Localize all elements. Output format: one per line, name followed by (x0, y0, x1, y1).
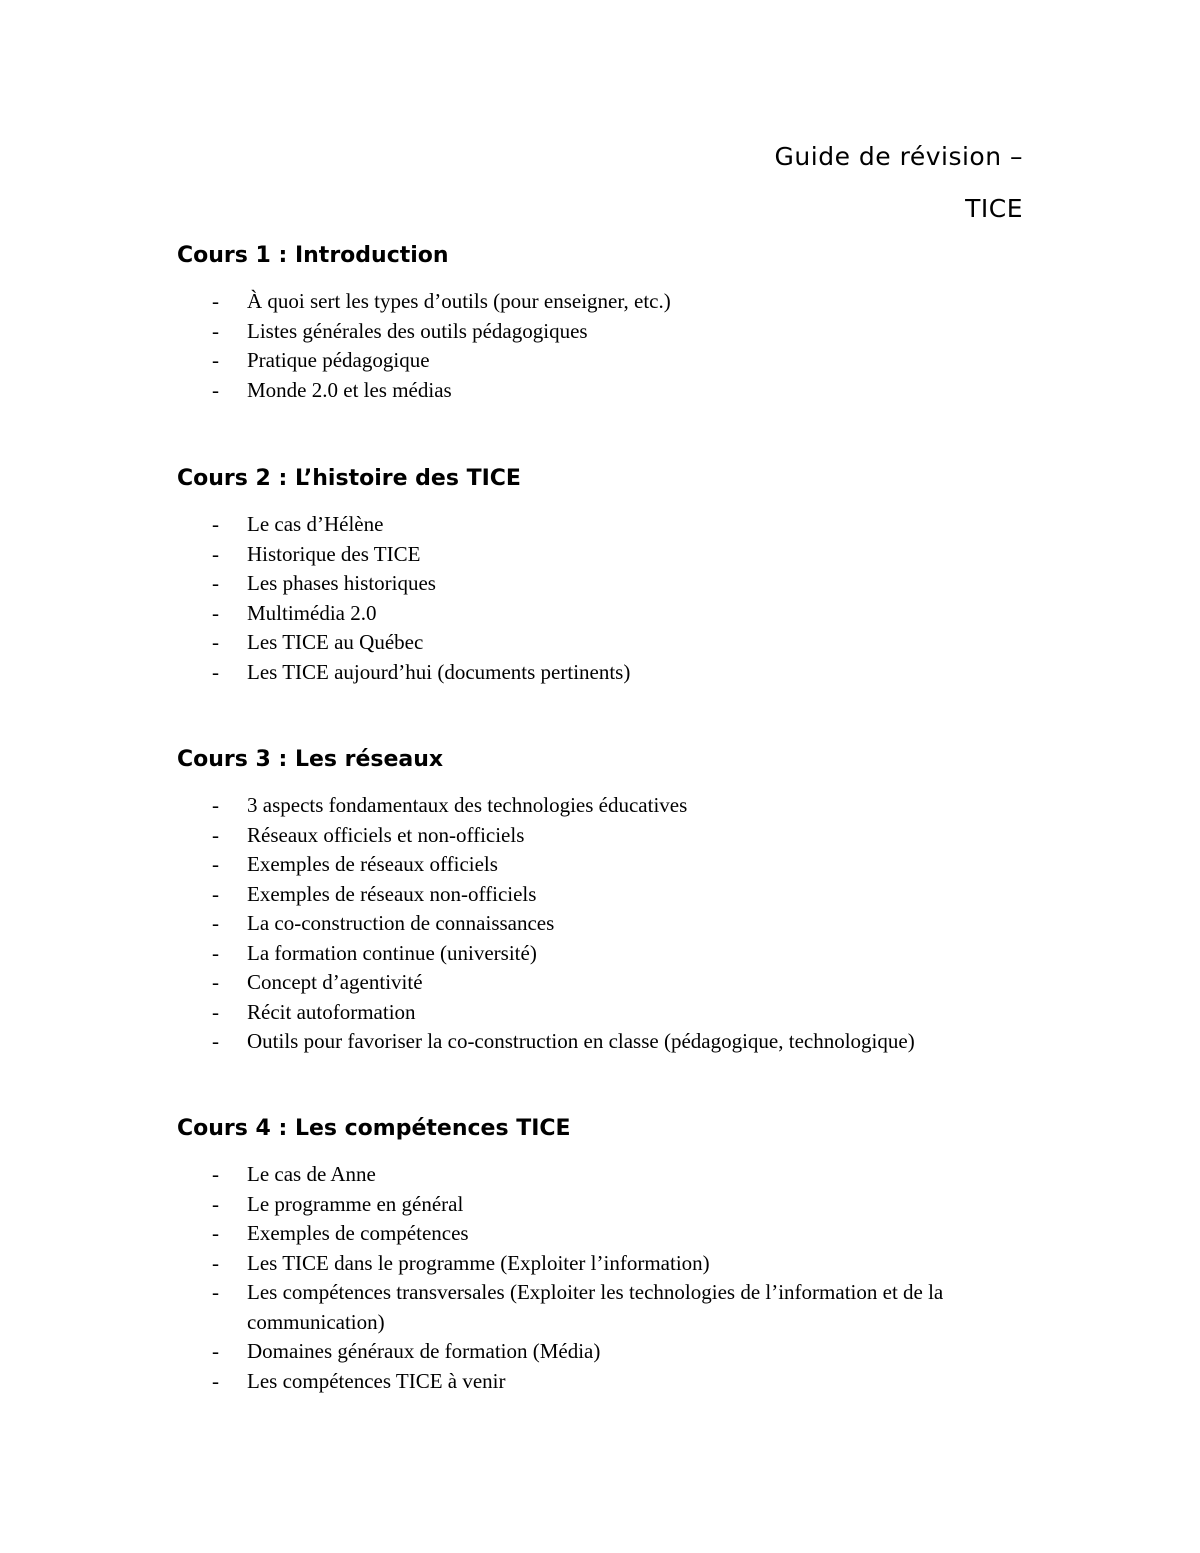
section-cours-3 (177, 745, 1037, 1057)
list-item (177, 628, 1037, 658)
bullet-dash: - (212, 1280, 219, 1304)
list-item-text: Le programme en général (247, 1191, 464, 1216)
list-item-text: La formation continue (université) (247, 940, 537, 965)
list-item (177, 791, 1037, 821)
item-list (177, 791, 1037, 1057)
list-item-text: Les phases historiques (247, 571, 436, 595)
bullet-dash: - (212, 852, 219, 876)
list-item (177, 1190, 1037, 1220)
section-heading: Cours 1 : Introduction (177, 243, 449, 268)
list-item-text: Exemples de réseaux officiels (247, 852, 498, 876)
title-line-2: TICE (965, 194, 1023, 223)
list-item-text: Domaines généraux de formation (Média) (247, 1339, 601, 1363)
list-item-text: Exemples de compétences (247, 1221, 469, 1245)
list-item (177, 540, 1037, 570)
list-item-text: Les TICE aujourd’hui (documents pertinents) (247, 659, 631, 684)
bullet-dash: - (212, 1368, 219, 1393)
list-item-text: Pratique pédagogique (247, 348, 430, 372)
list-item (177, 317, 1037, 347)
list-item-text: Récit autoformation (247, 999, 416, 1024)
bullet-dash: - (212, 1162, 219, 1186)
list-item (177, 968, 1037, 998)
bullet-dash: - (212, 348, 219, 372)
bullet-dash: - (212, 1250, 219, 1275)
bullet-dash: - (212, 911, 219, 935)
list-item-text: Le cas de Anne (247, 1162, 376, 1186)
section-cours-1 (177, 241, 1037, 405)
bullet-dash: - (212, 659, 219, 684)
bullet-dash: - (212, 541, 219, 566)
list-item (177, 569, 1037, 599)
list-item (177, 658, 1037, 688)
bullet-dash: - (212, 793, 219, 817)
list-item-text: Le cas d’Hélène (247, 512, 384, 536)
list-item (177, 346, 1037, 376)
list-item-text: Exemples de réseaux non-officiels (247, 881, 537, 906)
list-item (177, 1219, 1037, 1249)
section-heading: Cours 4 : Les compétences TICE (177, 1116, 571, 1141)
list-item-text: Concept d’agentivité (247, 970, 423, 994)
bullet-dash: - (212, 512, 219, 536)
list-item (177, 1278, 1037, 1337)
section-cours-4 (177, 1114, 1037, 1396)
bullet-dash: - (212, 630, 219, 654)
bullet-dash: - (212, 1191, 219, 1216)
document-title (775, 140, 1023, 226)
section-heading: Cours 3 : Les réseaux (177, 747, 444, 772)
list-item (177, 821, 1037, 851)
list-item-text: Historique des TICE (247, 541, 421, 566)
list-item-text: Monde 2.0 et les médias (247, 377, 452, 402)
list-item-text: Les TICE dans le programme (Exploiter l’information) (247, 1250, 710, 1275)
list-item (177, 1160, 1037, 1190)
list-item (177, 599, 1037, 629)
list-item (177, 1367, 1037, 1397)
section-heading: Cours 2 : L’histoire des TICE (177, 466, 521, 491)
item-list (177, 1160, 1037, 1396)
list-item (177, 376, 1037, 406)
bullet-dash: - (212, 1221, 219, 1245)
bullet-dash: - (212, 318, 219, 343)
list-item-text: Outils pour favoriser la co-construction en classe (pédagogique, technologique) (247, 1029, 915, 1053)
list-item-text: Les compétences TICE à venir (247, 1368, 506, 1393)
bullet-dash: - (212, 940, 219, 965)
bullet-dash: - (212, 1339, 219, 1363)
bullet-dash: - (212, 881, 219, 906)
list-item-text: 3 aspects fondamentaux des technologies éducatives (247, 793, 688, 817)
item-list (177, 510, 1037, 687)
bullet-dash: - (212, 377, 219, 402)
list-item-text: À quoi sert les types d’outils (pour enseigner, etc.) (247, 289, 671, 313)
bullet-dash: - (212, 822, 219, 847)
list-item (177, 998, 1037, 1028)
list-item-text: Multimédia 2.0 (247, 600, 377, 625)
section-cours-2 (177, 464, 1037, 687)
list-item-text: La co-construction de connaissances (247, 911, 555, 935)
list-item-text: Listes générales des outils pédagogiques (247, 318, 588, 343)
list-item (177, 1337, 1037, 1367)
list-item (177, 287, 1037, 317)
list-item-text: Les compétences transversales (Exploiter les technologies de l’information et de la communication) (247, 1280, 944, 1334)
list-item-text: Les TICE au Québec (247, 630, 424, 654)
bullet-dash: - (212, 970, 219, 994)
bullet-dash: - (212, 289, 219, 313)
bullet-dash: - (212, 600, 219, 625)
bullet-dash: - (212, 1029, 219, 1053)
list-item (177, 850, 1037, 880)
bullet-dash: - (212, 571, 219, 595)
list-item (177, 939, 1037, 969)
item-list (177, 287, 1037, 405)
list-item (177, 1249, 1037, 1279)
list-item-text: Réseaux officiels et non-officiels (247, 822, 525, 847)
list-item (177, 909, 1037, 939)
list-item (177, 880, 1037, 910)
list-item (177, 1027, 1037, 1057)
list-item (177, 510, 1037, 540)
title-line-1: Guide de révision – (774, 142, 1023, 171)
bullet-dash: - (212, 999, 219, 1024)
